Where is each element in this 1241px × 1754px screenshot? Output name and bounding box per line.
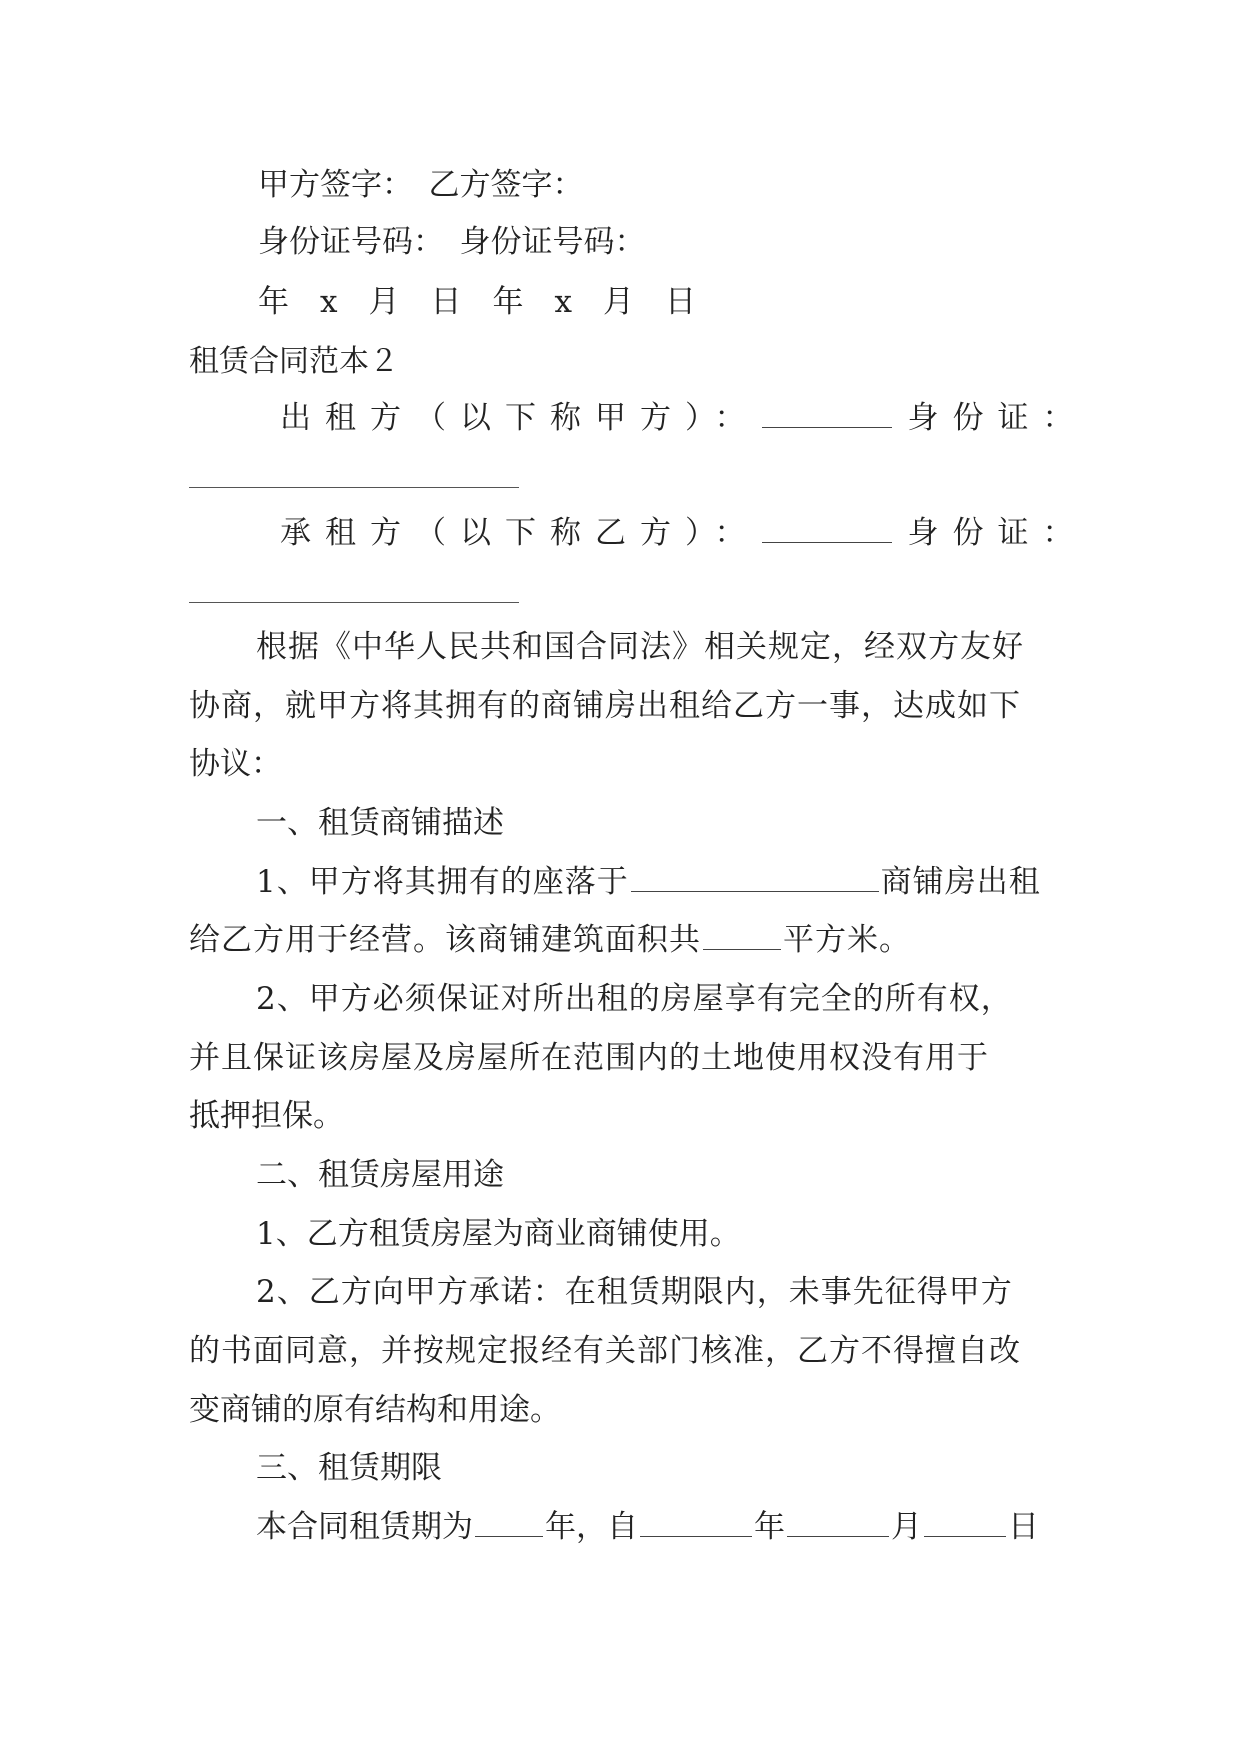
section-1-item-2-line-3: 抵押担保。 [189,1098,344,1134]
lessor-name-blank [762,401,892,428]
section-2-item-2-line-1: 2、乙方向甲方承诺：在租赁期限内，未事先征得甲方 [256,1274,1013,1310]
lessor-line [280,398,1088,438]
intro-line-1: 根据《中华人民共和国合同法》相关规定，经双方友好 [256,629,1024,665]
lessee-id-blank [189,602,519,603]
lessor-label: 出租方（以下称甲方）： [280,400,760,436]
lessee-id-label: 身份证： [907,515,1088,551]
s1-item1-text-a: 1、甲方将其拥有的座落于 [256,864,629,900]
intro-line-3: 协议： [189,746,282,782]
term-text-e: 日 [1008,1509,1039,1545]
s1-item1-text-b: 商铺房出租 [880,864,1041,900]
date-line: 年 x 月 日 年 x 月 日 [258,284,696,320]
lessee-line [280,513,1088,553]
location-blank [631,865,879,892]
term-text-b: 年，自 [545,1509,638,1545]
lessee-name-blank [762,516,892,543]
start-month-blank [787,1510,889,1537]
term-text-a: 本合同租赁期为 [256,1509,473,1545]
section-2-heading: 二、租赁房屋用途 [256,1157,504,1193]
section-title: 租赁合同范本２ [189,344,399,379]
s1-item1-line2-text-a: 给乙方用于经营。该商铺建筑面积共 [189,922,701,958]
section-2-item-2-line-2: 的书面同意，并按规定报经有关部门核准，乙方不得擅自改 [189,1333,1021,1369]
section-1-heading: 一、租赁商铺描述 [256,805,504,841]
section-1-item-2-line-1: 2、甲方必须保证对所出租的房屋享有完全的所有权， [256,981,1013,1017]
lessor-id-label: 身份证： [907,400,1088,436]
section-3-heading: 三、租赁期限 [256,1450,442,1486]
area-blank [703,923,781,950]
start-day-blank [924,1510,1006,1537]
section-1-item-1-line-2 [189,920,911,960]
intro-line-2: 协商，就甲方将其拥有的商铺房出租给乙方一事，达成如下 [189,688,1021,724]
start-year-blank [640,1510,752,1537]
signature-line: 甲方签字： 乙方签字： [258,167,584,203]
lessee-label: 承租方（以下称乙方）： [280,515,760,551]
section-1-item-2-line-2: 并且保证该房屋及房屋所在范围内的土地使用权没有用于 [189,1040,989,1076]
term-text-c: 年 [754,1509,785,1545]
section-3-term-line [256,1507,1039,1547]
term-years-blank [475,1510,543,1537]
section-2-item-2-line-3: 变商铺的原有结构和用途。 [189,1392,561,1428]
lessor-id-blank [189,487,519,488]
section-2-item-1: 1、乙方租赁房屋为商业商铺使用。 [256,1216,741,1252]
s1-item1-line2-text-b: 平方米。 [783,922,911,958]
id-number-line: 身份证号码： 身份证号码： [258,224,646,260]
section-1-item-1-line-1 [256,862,1041,902]
term-text-d: 月 [891,1509,922,1545]
